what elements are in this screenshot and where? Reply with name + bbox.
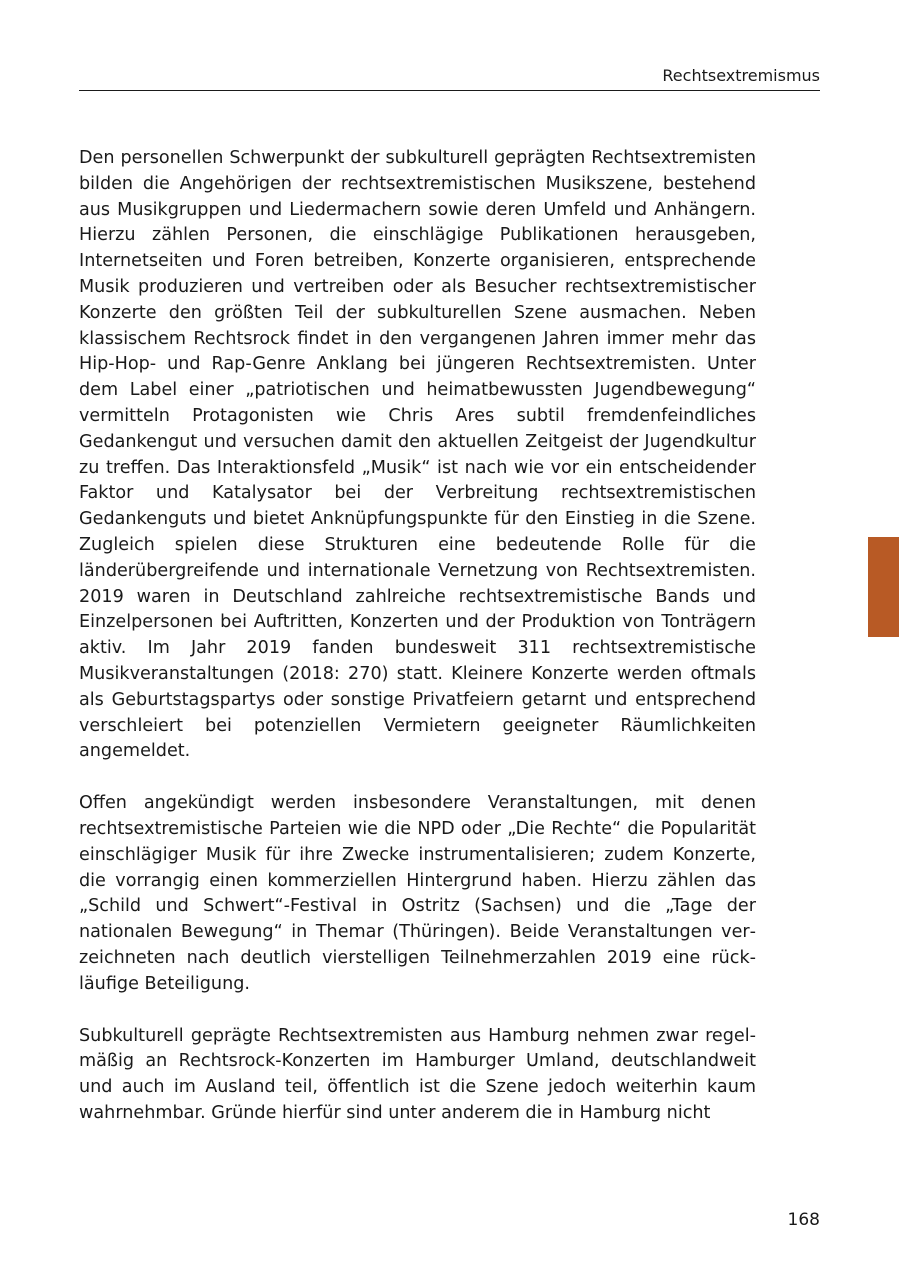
paragraph-music-scene: Den personellen Schwerpunkt der subkulturell geprägten Rechtsextremisten bilden die Angehörigen der rechtsextremistischen Musikszene, bestehend aus Musikgruppen und Liedermachern sowie deren Umfeld und Anhängern. Hierzu zählen Personen, die einschlägige Publikationen herausgeben, Internetseiten und Foren betreiben, Konzerte organisieren, entsprechende Musik produzieren und vertreiben oder als Besucher rechtsextremistischer Konzerte den größten Teil der subkulturellen Szene ausmachen. Neben klassischem Rechtsrock findet in den vergangenen Jahren immer mehr das Hip-Hop- und Rap-Genre Anklang bei jüngeren Rechtsextremisten. Unter dem Label einer „patriotischen und heimatbewussten Jugendbewegung“ vermitteln Protagonisten wie Chris Ares subtil fremdenfeindliches Gedankengut und versuchen damit den aktuellen Zeitgeist der Jugendkultur zu treffen. Das Interaktionsfeld „Musik“ ist nach wie vor ein entscheidender Faktor und Katalysator bei der Verbreitung rechtsextremistischen Gedankenguts und bietet Anknüpfungspunkte für den Einstieg in die Szene. Zugleich spielen diese Strukturen eine bedeutende Rolle für die länderübergreifende und internationale Vernetzung von Rechtsextremisten. 2019 waren in Deutschland zahlreiche rechtsextremistische Bands und Einzelpersonen bei Auftritten, Konzerten und der Produktion von Tonträgern aktiv. Im Jahr 2019 fanden bundesweit 311 rechtsextremistische Musikveranstaltungen (2018: 270) statt. Kleinere Konzerte werden oftmals als Geburtstagspartys oder sonstige Privatfeiern getarnt und entsprechend verschleiert bei potenziellen Vermietern geeigneter Räumlichkeiten angemeldet. bbox=[79, 148, 756, 762]
paragraph-announced-events: Offen angekündigt werden insbesondere Veranstaltungen, mit denen rechtsextremistische Parteien wie die NPD oder „Die Rechte“ die Popularität einschlägiger Musik für ihre Zwecke instrumentalisieren; zudem Konzerte, die vorrangig einen kommerziellen Hintergrund haben. Hierzu zählen das „Schild und Schwert“-Festival in Ostritz (Sachsen) und die „Tage der nationalen Bewegung“ in Themar (Thüringen). Beide Veranstaltungen verzeichneten nach deutlich vierstelligen Teilnehmerzahlen 2019 eine rückläufige Beteiligung. bbox=[79, 793, 756, 994]
chapter-thumb-tab bbox=[868, 537, 899, 637]
chapter-title: Rechtsextremismus bbox=[662, 66, 820, 85]
body-text bbox=[79, 146, 756, 1153]
paragraph-hamburg-scene: Subkulturell geprägte Rechtsextremisten aus Hamburg nehmen zwar regelmäßig an Rechtsrock-Konzerten im Hamburger Umland, deutschlandweit und auch im Ausland teil, öffentlich ist die Szene jedoch weiterhin kaum wahrnehmbar. Gründe hierfür sind unter anderem die in Hamburg nicht bbox=[79, 1025, 756, 1123]
running-header bbox=[79, 64, 820, 91]
page-number: 168 bbox=[787, 1210, 820, 1230]
